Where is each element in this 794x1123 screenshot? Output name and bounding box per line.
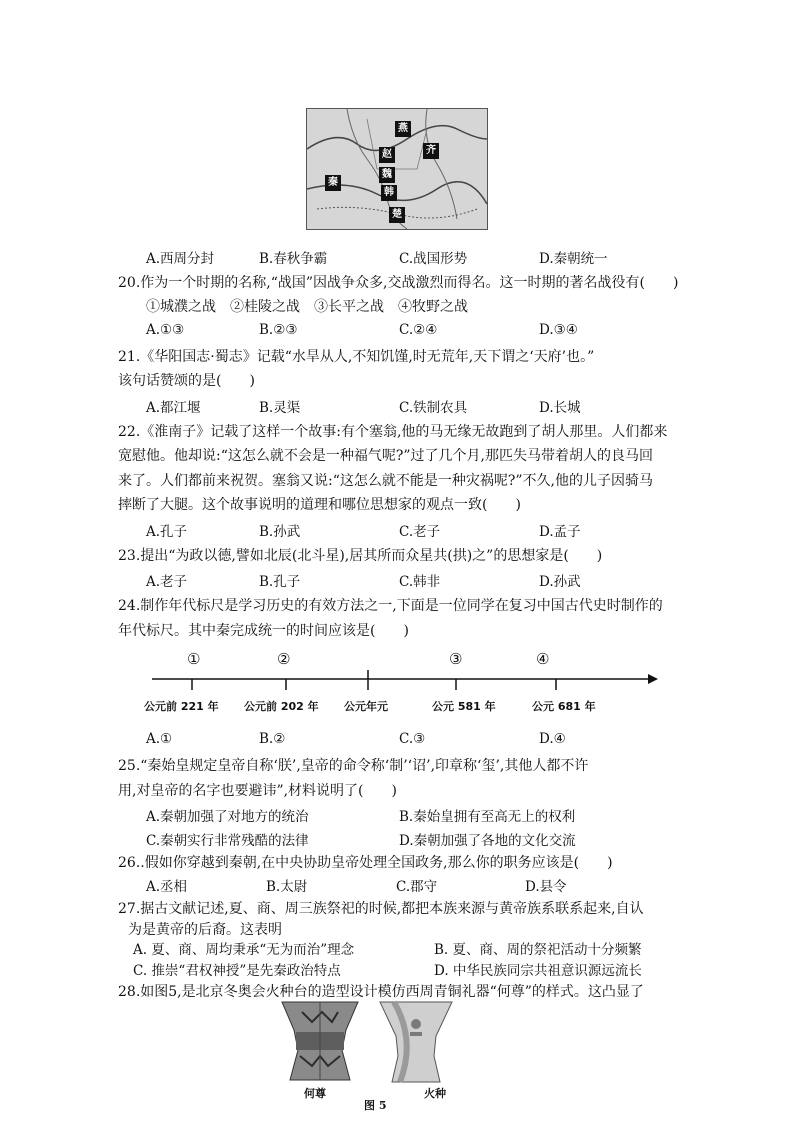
q21-stem-line2: 该句话赞颂的是( ) (118, 373, 255, 389)
q27-stem-line1: 27.据古文献记述,夏、商、周三族祭祀的时候,都把本族来源与黄帝族系联系起来,自认 (118, 901, 644, 917)
q27-option-c: C. 推崇“君权神授”是先秦政治特点 (133, 963, 341, 979)
timeline (140, 650, 660, 720)
q21-stem-line1: 21.《华阳国志·蜀志》记载“水旱从人,不知饥馑,时无荒年,天下谓之‘天府’也。” (118, 349, 595, 365)
q23-option-b: B.孔子 (259, 574, 301, 590)
timeline-label-581: 公元 581 年 (432, 700, 496, 713)
q24-option-d: D.④ (539, 731, 566, 747)
q26-option-d: D.县令 (525, 879, 567, 895)
q24-stem-line1: 24.制作年代标尺是学习历史的有效方法之一,下面是一位同学在复习中国古代史时制作的 (118, 598, 663, 614)
q25-option-b: B.秦始皇拥有至高无上的权利 (399, 809, 576, 825)
q21-option-d: D.长城 (539, 400, 581, 416)
map-label-zhao: 赵 (379, 147, 395, 163)
q25-stem-line1: 25.“秦始皇规定皇帝自称‘朕’,皇帝的命令称‘制’‘诏’,印章称‘玺’,其他人都不许 (118, 758, 589, 774)
timeline-marker-3: ③ (449, 650, 463, 668)
q23-option-a: A.老子 (146, 574, 188, 590)
map-label-han: 韩 (381, 185, 397, 201)
timeline-label-year-zero: 公元年元 (344, 700, 388, 713)
q24-option-c: C.③ (399, 731, 426, 747)
q27-option-b: B. 夏、商、周的祭祀活动十分频繁 (434, 942, 642, 958)
q26-option-a: A.丞相 (146, 879, 188, 895)
q23-option-d: D.孙武 (539, 574, 581, 590)
q20-option-b: B.②③ (259, 322, 298, 338)
he-zun-caption: 何尊 (304, 1087, 326, 1100)
figure-5-label: 图 5 (364, 1099, 387, 1112)
q20-option-d: D.③④ (539, 322, 578, 338)
q21-option-c: C.铁制农具 (399, 400, 468, 416)
q19-option-c: C.战国形势 (399, 251, 468, 267)
timeline-marker-4: ④ (536, 650, 550, 668)
q27-stem-line2: 为是黄帝的后裔。这表明 (128, 922, 282, 938)
q19-option-b: B.春秋争霸 (259, 251, 328, 267)
q27-option-a: A. 夏、商、周均秉承“无为而治”理念 (133, 942, 355, 958)
timeline-marker-1: ① (187, 650, 201, 668)
q22-stem-line1: 22.《淮南子》记载了这样一个故事:有个塞翁,他的马无缘无故跑到了胡人那里。人们都来 (118, 424, 668, 440)
q26-option-b: B.太尉 (266, 879, 308, 895)
q24-stem-line2: 年代标尺。其中秦完成统一的时间应该是( ) (118, 623, 409, 639)
timeline-label-681: 公元 681 年 (532, 700, 596, 713)
torch-caption: 火种 (424, 1087, 446, 1100)
timeline-label-202bc: 公元前 202 年 (244, 700, 319, 713)
q28-stem: 28.如图5,是北京冬奥会火种台的造型设计模仿西周青铜礼器“何尊”的样式。这凸显了 (118, 984, 644, 1000)
warring-states-map (306, 108, 488, 230)
q25-stem-line2: 用,对皇帝的名字也要避讳”,材料说明了( ) (118, 783, 397, 799)
q20-stem: 20.作为一个时期的名称,“战国”因战争众多,交战激烈而得名。这一时期的著名战役有( ) (118, 275, 679, 291)
q26-option-c: C.郡守 (396, 879, 438, 895)
q19-option-a: A.西周分封 (146, 251, 215, 267)
timeline-marker-2: ② (277, 650, 291, 668)
q26-stem: 26..假如你穿越到秦朝,在中央协助皇帝处理全国政务,那么你的职务应该是( ) (118, 855, 613, 871)
q20-choices: ①城濮之战 ②桂陵之战 ③长平之战 ④牧野之战 (146, 299, 468, 315)
q21-option-a: A.都江堰 (146, 400, 201, 416)
q22-stem-line2: 宽慰他。他却说:“这怎么就不会是一种福气呢?”过了几个月,那匹失马带着胡人的良马回 (118, 448, 653, 464)
q25-option-d: D.秦朝加强了各地的文化交流 (399, 833, 576, 849)
q23-option-c: C.韩非 (399, 574, 441, 590)
map-label-chu: 楚 (389, 207, 405, 223)
q19-option-d: D.秦朝统一 (539, 251, 608, 267)
he-zun-image (272, 1000, 368, 1082)
map-label-qin: 秦 (325, 175, 341, 191)
q21-option-b: B.灵渠 (259, 400, 301, 416)
q20-option-c: C.②④ (399, 322, 438, 338)
q27-option-d: D. 中华民族同宗共祖意识源远流长 (434, 963, 642, 979)
q23-stem: 23.提出“为政以德,譬如北辰(北斗星),居其所而众星共(拱)之”的思想家是( ) (118, 548, 603, 564)
torch-image (376, 1000, 456, 1084)
map-label-yan: 燕 (395, 121, 411, 137)
q22-stem-line4: 摔断了大腿。这个故事说明的道理和哪位思想家的观点一致( ) (118, 497, 521, 513)
map-label-wei: 魏 (379, 167, 395, 183)
q22-stem-line3: 来了。人们都前来祝贺。塞翁又说:“这怎么就不能是一种灾祸呢?”不久,他的儿子因骑马 (118, 473, 653, 489)
timeline-label-221bc: 公元前 221 年 (144, 700, 219, 713)
q22-option-d: D.孟子 (539, 524, 581, 540)
q25-option-a: A.秦朝加强了对地方的统治 (146, 809, 309, 825)
q22-option-b: B.孙武 (259, 524, 301, 540)
q22-option-a: A.孔子 (146, 524, 188, 540)
q24-option-b: B.② (259, 731, 286, 747)
map-label-qi: 齐 (423, 143, 439, 159)
q24-option-a: A.① (146, 731, 173, 747)
q20-option-a: A.①③ (146, 322, 185, 338)
q25-option-c: C.秦朝实行非常残酷的法律 (146, 833, 309, 849)
q22-option-c: C.老子 (399, 524, 441, 540)
